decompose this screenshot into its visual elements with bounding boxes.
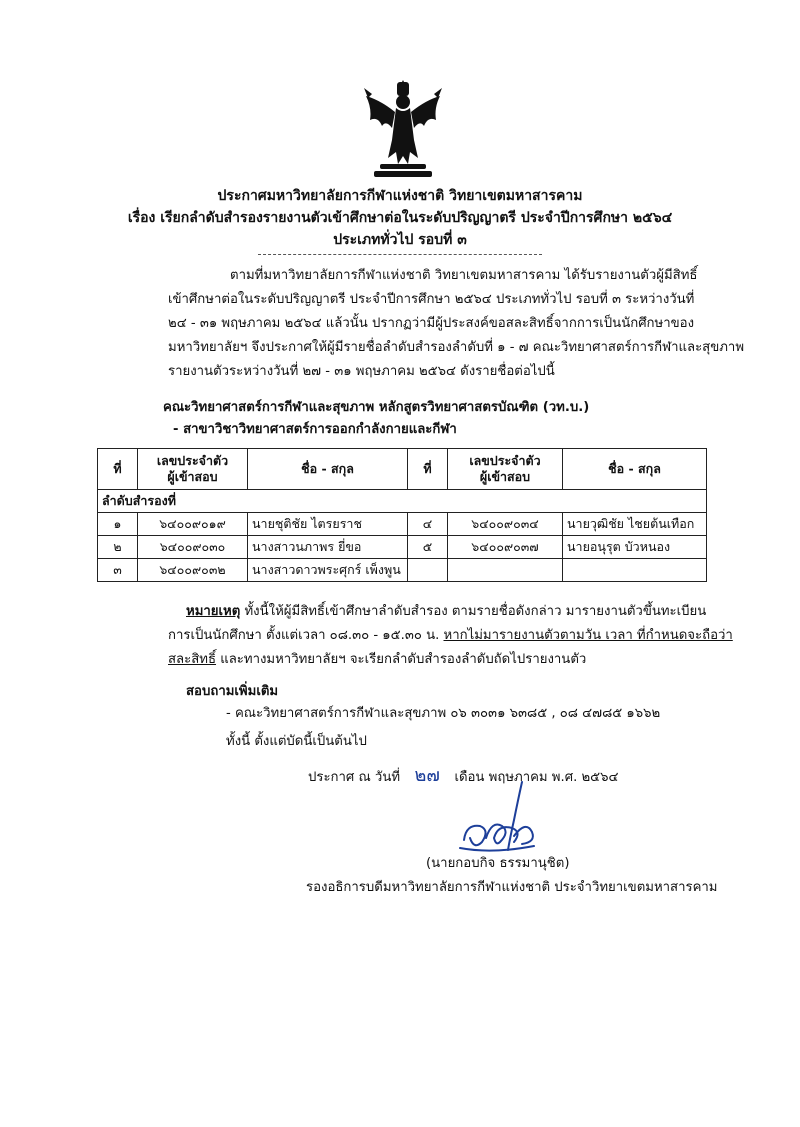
remark-text-3b: และทางมหาวิทยาลัยฯ จะเรียกลำดับสำรองลำดับถัดไปรายงานตัว xyxy=(216,652,587,667)
col-no-left: ที่ xyxy=(98,449,138,490)
col-exam-id-left xyxy=(138,449,248,490)
cell-exam-id: ๖๔๐๐๙๐๑๙ xyxy=(138,513,248,536)
col-name-right: ชื่อ - สกุล xyxy=(563,449,707,490)
exam-id-sublabel: ผู้เข้าสอบ xyxy=(479,469,531,484)
announcement-title: ประกาศมหาวิทยาลัยการกีฬาแห่งชาติ วิทยาเขตมหาสารคาม xyxy=(217,188,583,204)
contact-title: สอบถามเพิ่มเติม xyxy=(186,684,279,699)
exam-id-sublabel: ผู้เข้าสอบ xyxy=(167,469,218,484)
intro-line-3: ๒๔ - ๓๑ พฤษภาคม ๒๕๖๔ แล้วนั้น ปรากฏว่ามีผู้ประสงค์ขอสละสิทธิ์จากการเป็นนักศึกษาของ xyxy=(168,316,695,331)
effective-statement: ทั้งนี้ ตั้งแต่บัดนี้เป็นต้นไป xyxy=(226,734,367,749)
remark-line-1 xyxy=(186,600,706,624)
group-row xyxy=(98,490,707,513)
cell-exam-id: ๖๔๐๐๙๐๓๒ xyxy=(138,559,248,582)
cell-no: ๔ xyxy=(408,513,448,536)
table-row xyxy=(98,513,707,536)
cell-exam-id: ๖๔๐๐๙๐๓๗ xyxy=(448,536,563,559)
cell-no: ๒ xyxy=(98,536,138,559)
remark-line-3 xyxy=(168,648,586,672)
remark-text-3a: สละสิทธิ์ xyxy=(168,652,217,667)
intro-line-4: มหาวิทยาลัยฯ จึงประกาศให้ผู้มีรายชื่อลำดับสำรองลำดับที่ ๑ - ๗ คณะวิทยาศาสตร์การกีฬาและสุขภาพ xyxy=(168,340,745,355)
announcement-round: ประเภททั่วไป รอบที่ ๓ xyxy=(333,232,467,248)
intro-line-2: เข้าศึกษาต่อในระดับปริญญาตรี ประจำปีการศึกษา ๒๕๖๔ ประเภททั่วไป รอบที่ ๓ ระหว่างวันที่ xyxy=(168,292,695,307)
remark-text-1: ทั้งนี้ให้ผู้มีสิทธิ์เข้าศึกษาลำดับสำรอง ตามรายชื่อดังกล่าว มารายงานตัวขึ้นทะเบียน xyxy=(240,604,707,619)
major-heading: - สาขาวิชาวิทยาศาสตร์การออกกำลังกายและกีฬา xyxy=(173,422,457,437)
title-divider xyxy=(258,254,542,255)
cell-name: นายอนุรุต บัวหนอง xyxy=(563,536,707,559)
remark-line-2 xyxy=(168,624,733,648)
remark-label: หมายเหตุ xyxy=(186,604,241,619)
announce-day: ๒๗ xyxy=(414,765,440,786)
intro-line-1: ตามที่มหาวิทยาลัยการกีฬาแห่งชาติ วิทยาเขตมหาสารคาม ได้รับรายงานตัวผู้มีสิทธิ์ xyxy=(230,268,698,283)
cell-no: ๕ xyxy=(408,536,448,559)
exam-id-label: เลขประจำตัว xyxy=(469,453,541,468)
cell-exam-id xyxy=(448,559,563,582)
reserve-list-table xyxy=(97,448,707,582)
exam-id-label: เลขประจำตัว xyxy=(156,453,229,468)
col-exam-id-right xyxy=(448,449,563,490)
intro-line-5: รายงานตัวระหว่างวันที่ ๒๗ - ๓๑ พฤษภาคม ๒๕๖๔ ดังรายชื่อต่อไปนี้ xyxy=(168,364,555,379)
signer-name: (นายกอบกิจ ธรรมานุชิต) xyxy=(426,856,570,871)
faculty-heading: คณะวิทยาศาสตร์การกีฬาและสุขภาพ หลักสูตรวิทยาศาสตรบัณฑิต (วท.บ.) xyxy=(163,400,590,415)
cell-exam-id: ๖๔๐๐๙๐๓๔ xyxy=(448,513,563,536)
cell-no: ๓ xyxy=(98,559,138,582)
cell-name xyxy=(563,559,707,582)
remark-text-2a: การเป็นนักศึกษา ตั้งแต่เวลา ๐๘.๓๐ - ๑๕.๓๐ น. xyxy=(168,628,444,643)
cell-name: นายวุฒิชัย ไชยต้นเทือก xyxy=(563,513,707,536)
contact-line: - คณะวิทยาศาสตร์การกีฬาและสุขภาพ ๐๖ ๓๐๓๑ ๖๓๘๕ , ๐๘ ๔๗๘๕ ๑๖๖๒ xyxy=(226,706,661,721)
cell-name: นางสาวดาวพระศุกร์ เพ็งพูน xyxy=(248,559,408,582)
table-header-row xyxy=(98,449,707,490)
announcement-subject: เรื่อง เรียกลำดับสำรองรายงานตัวเข้าศึกษาต่อในระดับปริญญาตรี ประจำปีการศึกษา ๒๕๖๔ xyxy=(127,210,673,226)
garuda-emblem-icon xyxy=(362,80,444,180)
col-no-right: ที่ xyxy=(408,449,448,490)
announce-suffix: เดือน พฤษภาคม พ.ศ. ๒๕๖๔ xyxy=(454,770,619,785)
remark-text-2b: หากไม่มารายงานตัวตามวัน เวลา ที่กำหนดจะถือว่า xyxy=(443,628,733,643)
cell-no xyxy=(408,559,448,582)
col-name-left: ชื่อ - สกุล xyxy=(248,449,408,490)
cell-name: นางสาวนภาพร ยี่ขอ xyxy=(248,536,408,559)
signer-position: รองอธิการบดีมหาวิทยาลัยการกีฬาแห่งชาติ ประจำวิทยาเขตมหาสารคาม xyxy=(306,880,718,895)
reserve-group-label: ลำดับสำรองที่ xyxy=(98,490,707,513)
cell-no: ๑ xyxy=(98,513,138,536)
cell-exam-id: ๖๔๐๐๙๐๓๐ xyxy=(138,536,248,559)
table-row xyxy=(98,559,707,582)
cell-name: นายชุติชัย ไตรยราช xyxy=(248,513,408,536)
table-row xyxy=(98,536,707,559)
announce-prefix: ประกาศ ณ วันที่ xyxy=(308,770,401,785)
handwritten-signature xyxy=(452,780,572,860)
